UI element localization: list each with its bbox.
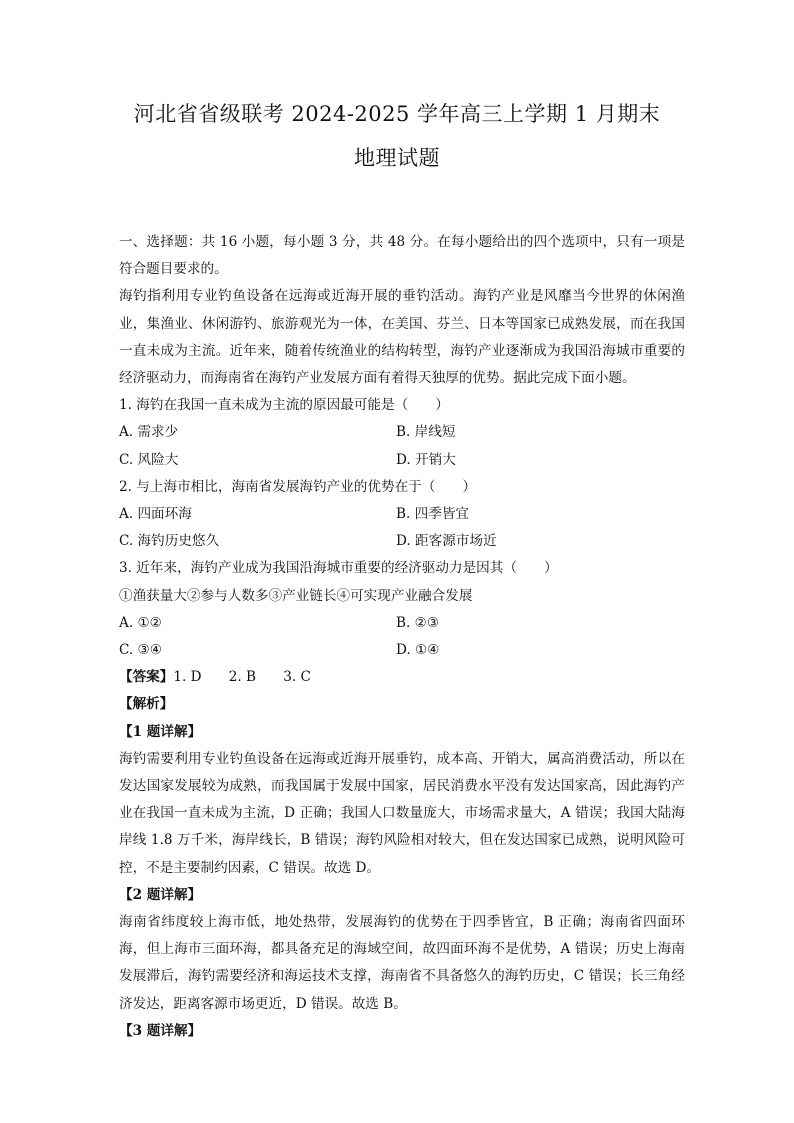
reading-passage: 海钓指利用专业钓鱼设备在远海或近海开展的垂钓活动。海钓产业是风靡当今世界的休闲渔业，集渔业、休闲游钓、旅游观光为一体，在美国、芬兰、日本等国家已成熟发展，而在我国一直未成为主流。近年来，随着传统渔业的结构转型，海钓产业逐渐成为我国沿海城市重要的经济驱动力，而海南省在海钓产业发展方面有着得天独厚的优势。据此完成下面小题。 <box>119 288 685 387</box>
answer-label: 【答案】 <box>119 669 174 686</box>
section-heading: 一、选择题：共 16 小题，每小题 3 分，共 48 分。在每小题给出的四个选项中，只有一项是符合题目要求的。 <box>119 234 685 278</box>
option-c: C. 海钓历史悠久 <box>119 533 220 550</box>
detail-2-label: 【2 题详解】 <box>119 886 202 903</box>
detail-2-text: 海南省纬度较上海市低，地处热带，发展海钓的优势在于四季皆宜，B 正确；海南省四面环海，但上海市三面环海，都具备充足的海域空间，故四面环海不是优势，A 错误；历史上海南发展滞后，海钓需要经济和海运技术支撑，海南省不具备悠久的海钓历史，C 错误；长三角经济发达，距离客源市场更近，D 错误。故选 B。 <box>119 914 685 1012</box>
option-d: D. ①④ <box>396 642 440 659</box>
option-a: A. 需求少 <box>119 424 179 441</box>
detail-1-text: 海钓需要利用专业钓鱼设备在远海或近海开展垂钓，成本高、开销大，属高消费活动，所以在发达国家发展较为成熟，而我国属于发展中国家，居民消费水平没有发达国家高，因此海钓产业在我国一直未成为主流，D 正确；我国人口数量庞大，市场需求量大，A 错误；我国大陆海岸线 1.8 万千米，海岸线长，B 错误；海钓风险相对较大，但在发达国家已成熟，说明风险可控，不是主要制约因素，C 错误。故选 D。 <box>119 750 685 876</box>
answer-line <box>119 664 685 691</box>
option-b: B. 四季皆宜 <box>396 506 470 523</box>
question-3-statements: ①渔获量大②参与人数多③产业链长④可实现产业融合发展 <box>119 587 473 604</box>
analysis-label: 【解析】 <box>119 696 174 713</box>
option-b: B. ②③ <box>396 614 440 631</box>
detail-1-label: 【1 题详解】 <box>119 723 202 740</box>
question-1-stem: 1. 海钓在我国一直未成为主流的原因最可能是（ ） <box>119 397 449 414</box>
option-c: C. ③④ <box>119 642 162 659</box>
detail-3-label: 【3 题详解】 <box>119 1022 202 1039</box>
answer-values: 1. D 2. B 3. C <box>173 669 311 686</box>
question-1-options <box>119 419 685 473</box>
document-body <box>119 229 685 1045</box>
option-d: D. 开销大 <box>396 451 456 468</box>
question-3-options <box>119 610 685 664</box>
question-2-options <box>119 501 685 555</box>
option-d: D. 距客源市场近 <box>396 533 497 550</box>
option-a: A. ①② <box>119 614 162 631</box>
option-c: C. 风险大 <box>119 451 179 468</box>
option-b: B. 岸线短 <box>396 424 456 441</box>
document-subtitle: 地理试题 <box>354 146 440 170</box>
question-2-stem: 2. 与上海市相比，海南省发展海钓产业的优势在于（ ） <box>119 478 477 495</box>
question-3-stem: 3. 近年来，海钓产业成为我国沿海城市重要的经济驱动力是因其（ ） <box>119 560 558 577</box>
option-a: A. 四面环海 <box>119 506 192 523</box>
document-title: 河北省省级联考 2024-2025 学年高三上学期 1 月期末 <box>133 102 661 126</box>
